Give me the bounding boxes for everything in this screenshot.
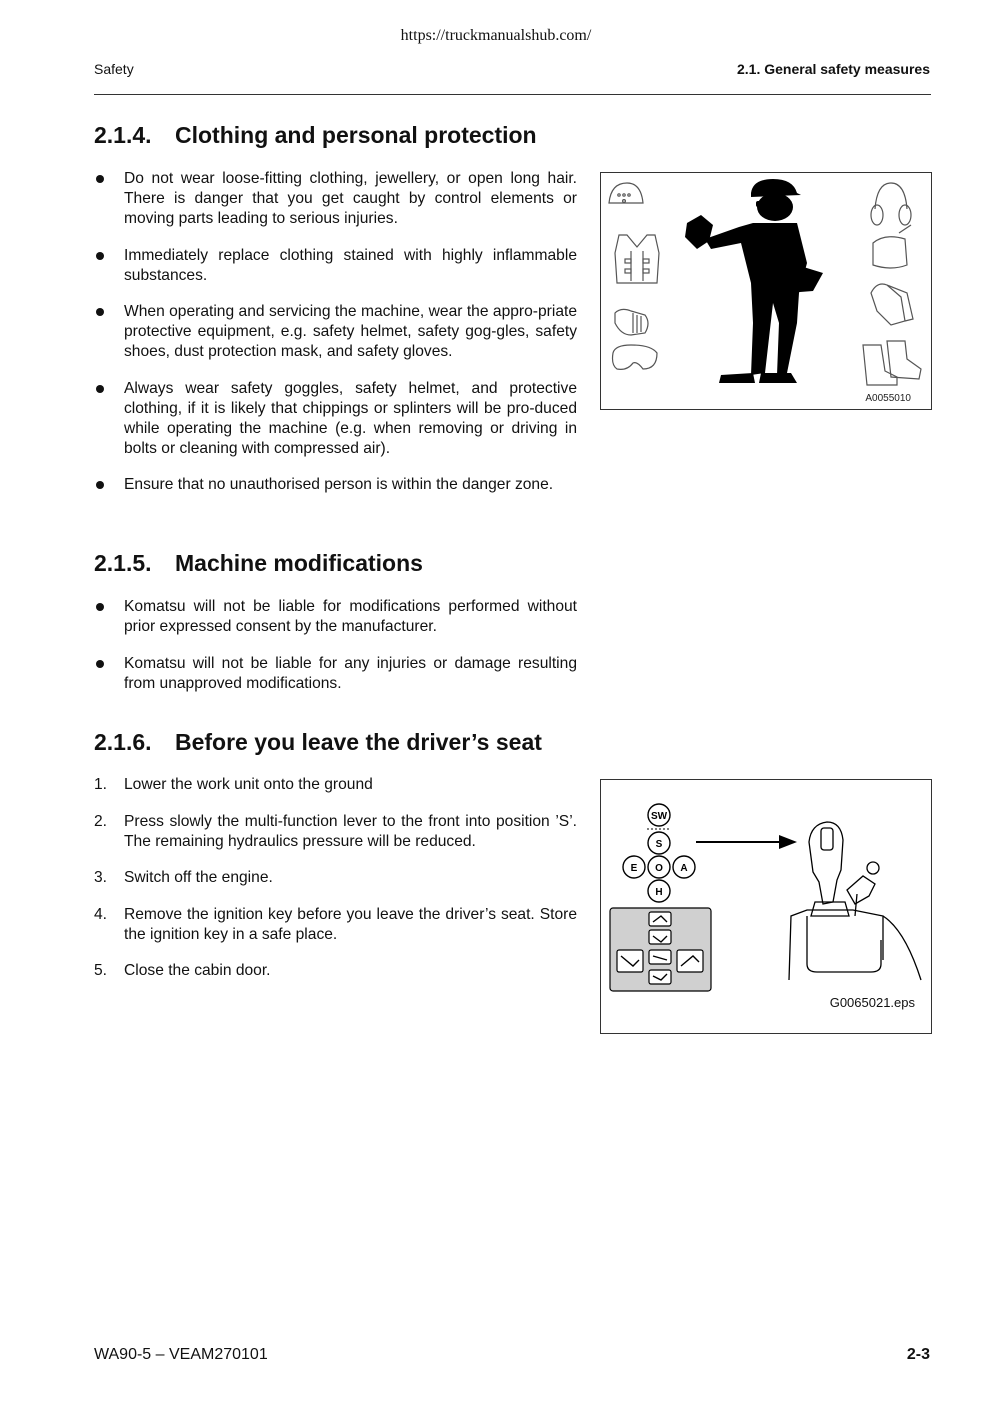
running-header-left: Safety: [94, 61, 134, 77]
section-heading-2-1-6: [94, 729, 542, 756]
section-number: 2.1.6.: [94, 729, 152, 755]
lever-position-label: S: [655, 839, 663, 850]
bullet-icon: [96, 603, 104, 611]
bullet-icon: [96, 660, 104, 668]
figure-id-label: G0065021.eps: [829, 995, 915, 1010]
footer-document-id: WA90-5 – VEAM270101: [94, 1346, 268, 1363]
section-heading-2-1-5: [94, 550, 423, 577]
list-item: 2. Press slowly the multi-function lever to the front into position ’S’. The remaining hydraulics pressure will be reduced.: [94, 812, 577, 850]
section-heading-2-1-4: [94, 122, 537, 149]
bullet-icon: [96, 175, 104, 183]
lever-position-label: A: [680, 863, 688, 874]
clothing-bullet-list: [94, 169, 577, 512]
list-item: 5. Close the cabin door.: [94, 962, 271, 979]
list-item: Immediately replace clothing stained with highly inflammable substances.: [94, 246, 577, 286]
section-title: Machine modifications: [175, 550, 423, 576]
section-number: 2.1.5.: [94, 550, 152, 576]
section-title: Clothing and personal protection: [175, 122, 537, 148]
list-item: 3. Switch off the engine.: [94, 869, 273, 886]
modifications-bullet-list: [94, 597, 577, 710]
running-header-right: 2.1. General safety measures: [736, 61, 930, 77]
source-url: https://truckmanualshub.com/: [400, 27, 592, 44]
list-item: Do not wear loose-fitting clothing, jewellery, or open long hair. There is danger that you get caught by control elements or moving parts leading to serious injuries.: [94, 169, 577, 229]
lever-position-label: H: [655, 887, 663, 898]
list-item: 1. Lower the work unit onto the ground: [94, 776, 373, 793]
section-title: Before you leave the driver’s seat: [175, 729, 542, 755]
bullet-icon: [96, 308, 104, 316]
lever-position-label: E: [630, 863, 638, 874]
list-item: 4. Remove the ignition key before you leave the driver’s seat. Store the ignition key in a safe place.: [94, 905, 577, 943]
list-item: Komatsu will not be liable for any injuries or damage resulting from unapproved modifications.: [94, 654, 577, 694]
protective-equipment-figure: [600, 172, 932, 410]
leave-seat-steps: [94, 775, 577, 998]
page-number: 2-3: [906, 1346, 930, 1363]
list-item: Always wear safety goggles, safety helmet, and protective clothing, if it is likely that chippings or splinters will be pro-duced while operating the machine (e.g. when removing or driving in bolts or cleaning with compressed air).: [94, 379, 577, 459]
multi-function-lever-figure: [600, 779, 932, 1034]
bullet-icon: [96, 252, 104, 260]
bullet-icon: [96, 481, 104, 489]
list-item: Komatsu will not be liable for modifications performed without prior expressed consent by the manufacturer.: [94, 597, 577, 637]
lever-position-label: O: [655, 863, 663, 874]
header-rule: [94, 94, 931, 95]
lever-position-label: SW: [650, 811, 668, 822]
figure-id-label: A0055010: [865, 393, 911, 404]
section-number: 2.1.4.: [94, 122, 152, 148]
list-item: Ensure that no unauthorised person is within the danger zone.: [94, 475, 577, 495]
protective-equipment-illustration: [601, 173, 931, 409]
bullet-icon: [96, 385, 104, 393]
list-item: When operating and servicing the machine, wear the appro-priate protective equipment, e.g. safety helmet, safety gog-gles, safety shoes, dust protection mask, and safety gloves.: [94, 302, 577, 362]
